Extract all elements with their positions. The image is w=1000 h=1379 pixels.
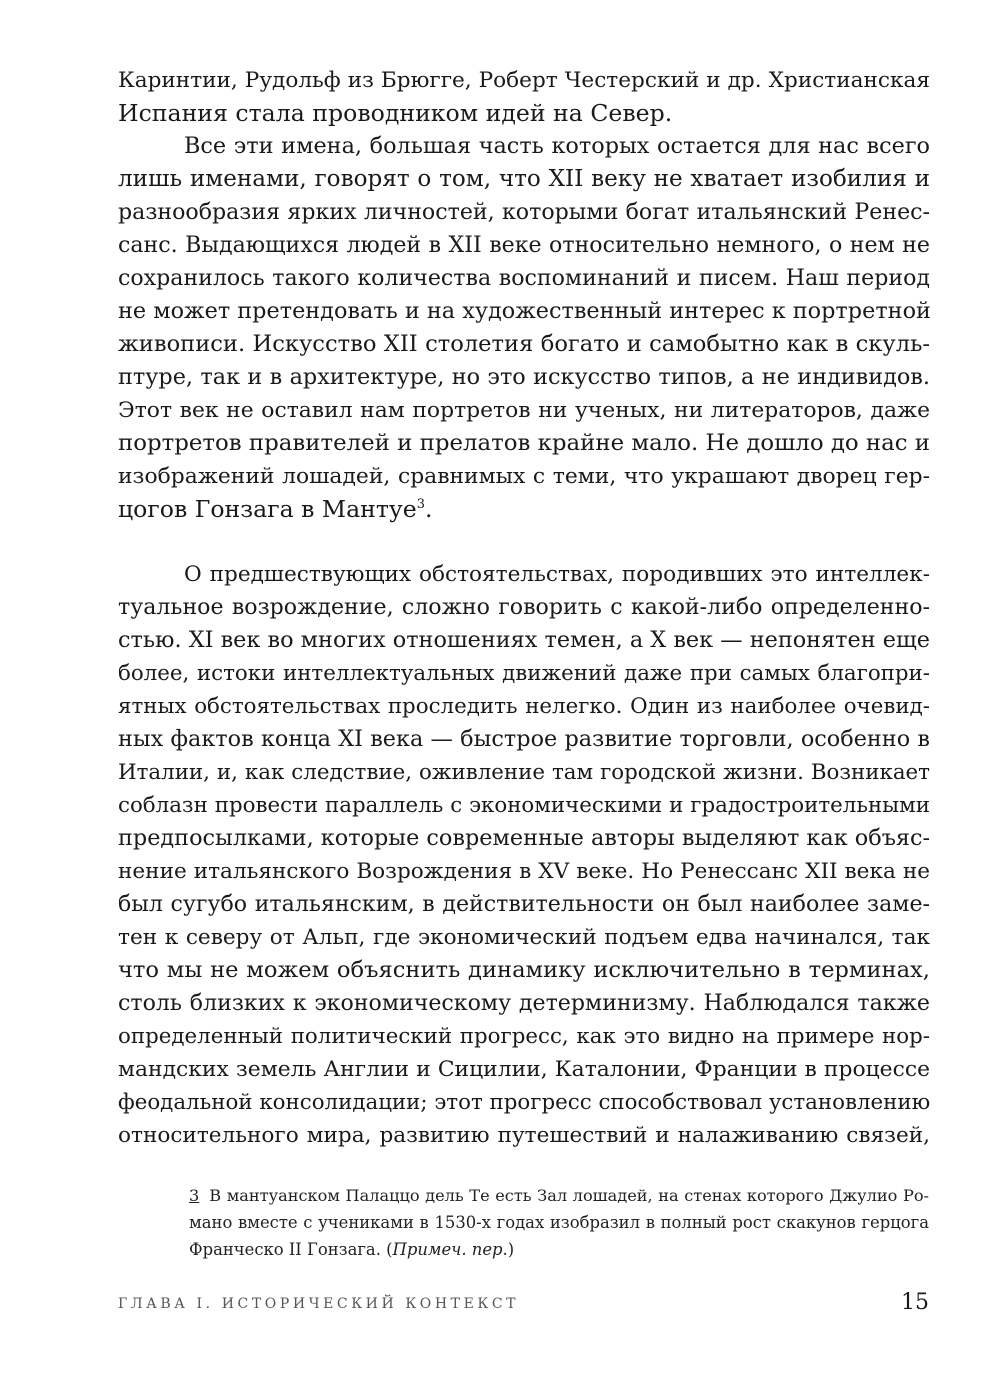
text-line: Каринтии, Рудольф из Брюгге, Роберт Честерский и др. Христианская — [118, 68, 930, 93]
text-line: О предшествующих обстоятельствах, породивших это интеллек- — [184, 562, 930, 587]
page-number: 15 — [901, 1290, 929, 1315]
text-line: сохранилось такого количества воспоминаний и писем. Наш период — [118, 265, 930, 291]
text-line: определенный политический прогресс, как это видно на примере нор- — [118, 1024, 930, 1049]
text-line: нение итальянского Возрождения в XV веке. Но Ренессанс XII века не — [118, 859, 930, 884]
text-line: Все эти имена, большая часть которых остается для нас всего — [184, 133, 930, 159]
text-line: ятных обстоятельствах проследить нелегко. Один из наиболее очевид- — [118, 694, 930, 719]
footnote-marker[interactable]: 3 — [189, 1186, 200, 1205]
footnote-translator-note: Примеч. пер. — [392, 1240, 508, 1259]
text-line: лишь именами, говорят о том, что XII веку не хватает изобилия и — [118, 166, 930, 192]
running-head: ГЛАВА I. ИСТОРИЧЕСКИЙ КОНТЕКСТ — [118, 1296, 520, 1312]
text-line: Испания стала проводником идей на Север. — [118, 99, 673, 127]
text-line: портретов правителей и прелатов крайне мало. Не дошло до нас и — [118, 430, 931, 456]
text-line: более, истоки интеллектуальных движений даже при самых благопри- — [118, 661, 930, 686]
footnote — [189, 1182, 929, 1263]
footnote-line: мано вместе с учениками в 1530-х годах изобразил в полный рост скакунов герцога — [189, 1213, 929, 1232]
text-line: предпосылками, которые современные авторы выделяют как объяс- — [118, 825, 931, 851]
text-line: стью. XI век во многих отношениях темен, а X век — непонятен еще — [118, 627, 930, 653]
text-line: птуре, так и в архитектуре, но это искусство типов, а не индивидов. — [118, 364, 930, 390]
text-line: разнообразия ярких личностей, которыми богат итальянский Ренес- — [118, 199, 930, 225]
text-line: относительного мира, развитию путешествий и налаживанию связей, — [118, 1123, 930, 1148]
text-fragment: цогов Гонзага в Мантуе — [118, 495, 417, 523]
text-fragment: Франческо II Гонзага. ( — [189, 1240, 393, 1259]
footnote-line — [189, 1236, 929, 1263]
text-line: мандских земель Англии и Сицилии, Каталонии, Франции в процессе — [118, 1057, 930, 1082]
text-fragment: . — [425, 495, 433, 523]
text-line: туальное возрождение, сложно говорить с какой-либо определенно- — [118, 594, 930, 620]
text-line: изображений лошадей, сравнимых с теми, что украшают дворец гер- — [118, 464, 930, 489]
text-line: Этот век не оставил нам портретов ни ученых, ни литераторов, даже — [118, 398, 930, 423]
footnote-reference[interactable]: 3 — [416, 497, 426, 513]
text-line: столь близких к экономическому детерминизму. Наблюдался также — [118, 990, 930, 1016]
text-line: Италии, и, как следствие, оживление там городской жизни. Возникает — [118, 760, 930, 785]
text-line: не может претендовать и на художественный интерес к портретной — [118, 298, 931, 324]
text-fragment: ) — [507, 1240, 515, 1259]
paragraph-gap — [118, 526, 930, 558]
text-fragment: В мантуанском Палаццо дель Те есть Зал лошадей, на стенах которого Джулио Ро- — [209, 1186, 929, 1205]
text-line: живописи. Искусство XII столетия богато и самобытно как в скуль- — [118, 331, 930, 357]
text-line: тен к северу от Альп, где экономический подъем едва начинался, так — [118, 925, 930, 950]
text-line: соблазн провести параллель с экономическими и градостроительными — [118, 793, 930, 818]
main-text — [118, 64, 930, 1152]
footnote-line — [189, 1182, 929, 1209]
text-line: был сугубо итальянским, в действительности он был наиболее заме- — [118, 891, 930, 917]
text-line: что мы не можем объяснить динамику исключительно в терминах, — [118, 957, 930, 983]
text-line — [118, 493, 930, 526]
text-line: санс. Выдающихся людей в XII веке относительно немного, о нем не — [118, 232, 930, 258]
text-line: ных фактов конца XI века — быстрое развитие торговли, особенно в — [118, 726, 930, 752]
text-line: феодальной консолидации; этот прогресс способствовал установлению — [118, 1090, 931, 1115]
